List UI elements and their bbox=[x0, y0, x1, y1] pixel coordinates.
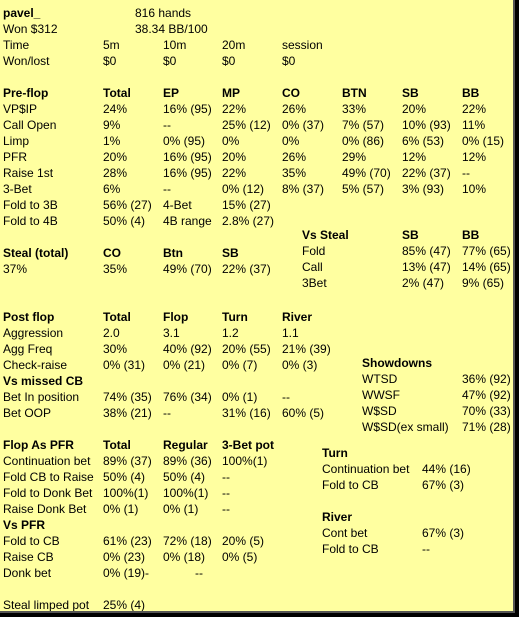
preflop-cell: 16% (95) bbox=[163, 150, 212, 164]
river-row-label: Fold to CB bbox=[322, 542, 379, 556]
vs-pfr-title: Vs PFR bbox=[3, 518, 46, 532]
flop-pfr-cell: -- bbox=[222, 486, 230, 500]
four-bet-value: 15% (27) bbox=[222, 198, 271, 212]
time-label: Time bbox=[3, 38, 30, 52]
missed-cb-cell: -- bbox=[163, 406, 171, 420]
preflop-cell: 5% (57) bbox=[342, 182, 385, 196]
postflop-row-label: Check-raise bbox=[3, 358, 68, 372]
postflop-cell: 0% (3) bbox=[282, 358, 318, 372]
wonlost-session: $0 bbox=[282, 54, 296, 68]
preflop-cell: 33% bbox=[342, 102, 367, 116]
preflop-cell: 28% bbox=[103, 166, 128, 180]
postflop-cell: 0% (7) bbox=[222, 358, 258, 372]
preflop-cell: -- bbox=[163, 182, 171, 196]
preflop-col-ep: EP bbox=[163, 86, 180, 100]
preflop-cell: 49% (70) bbox=[342, 166, 391, 180]
preflop-cell: 7% (57) bbox=[342, 118, 385, 132]
missed-cb-cell: -- bbox=[282, 390, 290, 404]
preflop-row-label: Raise 1st bbox=[3, 166, 54, 180]
preflop-col-btn: BTN bbox=[342, 86, 367, 100]
postflop-title: Post flop bbox=[3, 310, 55, 324]
period-5m: 5m bbox=[103, 38, 120, 52]
vs-pfr-cell: -- bbox=[195, 566, 203, 580]
showdown-value: 71% (28) bbox=[462, 420, 511, 434]
vs-steal-row-label: Call bbox=[302, 260, 323, 274]
missed-cb-cell: 31% (16) bbox=[222, 406, 271, 420]
preflop-cell: 12% bbox=[462, 150, 487, 164]
four-bet-range-label: 4B range bbox=[163, 214, 212, 228]
preflop-cell: 22% bbox=[222, 102, 247, 116]
preflop-cell: 0% bbox=[222, 134, 240, 148]
preflop-cell: 1% bbox=[103, 134, 121, 148]
turn-row-label: Fold to CB bbox=[322, 478, 379, 492]
river-row-label: Cont bet bbox=[322, 526, 368, 540]
vs-steal-row-label: Fold bbox=[302, 244, 326, 258]
flop-pfr-cell: 100%(1) bbox=[163, 486, 209, 500]
turn-title: Turn bbox=[322, 446, 348, 460]
steal-col-btn: Btn bbox=[163, 246, 183, 260]
postflop-col-total: Total bbox=[103, 310, 131, 324]
preflop-col-bb: BB bbox=[462, 86, 480, 100]
vs-pfr-cell: 0% (18) bbox=[163, 550, 206, 564]
flop-pfr-cell: 89% (36) bbox=[163, 454, 212, 468]
missed-cb-cell: 0% (1) bbox=[222, 390, 258, 404]
preflop-cell: 35% bbox=[282, 166, 307, 180]
wonlost-10m: $0 bbox=[163, 54, 177, 68]
fold-to-3b-value: 56% (27) bbox=[103, 198, 152, 212]
vs-pfr-cell: 72% (18) bbox=[163, 534, 212, 548]
showdown-value: 47% (92) bbox=[462, 388, 511, 402]
showdown-row-label: W$SD(ex small) bbox=[362, 420, 449, 434]
showdown-value: 36% (92) bbox=[462, 372, 511, 386]
preflop-cell: 0% (12) bbox=[222, 182, 265, 196]
bb-per-100: 38.34 BB/100 bbox=[135, 22, 208, 36]
vs-pfr-cell: 0% (5) bbox=[222, 550, 258, 564]
river-title: River bbox=[322, 510, 353, 524]
river-value: -- bbox=[422, 542, 430, 556]
wonlost-5m: $0 bbox=[103, 54, 117, 68]
missed-cb-row-label: Bet OOP bbox=[3, 406, 52, 420]
flop-pfr-col-3bet: 3-Bet pot bbox=[222, 438, 274, 452]
turn-row-label: Continuation bet bbox=[322, 462, 410, 476]
period-session: session bbox=[282, 38, 323, 52]
period-10m: 10m bbox=[163, 38, 187, 52]
flop-pfr-row-label: Fold CB to Raise bbox=[3, 470, 94, 484]
vs-pfr-cell: 20% (5) bbox=[222, 534, 265, 548]
preflop-cell: 20% bbox=[402, 102, 427, 116]
flop-pfr-row-label: Continuation bet bbox=[3, 454, 91, 468]
steal-limped-label: Steal limped pot bbox=[3, 598, 90, 612]
preflop-col-co: CO bbox=[282, 86, 300, 100]
turn-value: 67% (3) bbox=[422, 478, 465, 492]
preflop-cell: 16% (95) bbox=[163, 166, 212, 180]
preflop-cell: 0% (37) bbox=[282, 118, 325, 132]
vs-steal-col-bb: BB bbox=[462, 228, 480, 242]
preflop-cell: 0% (86) bbox=[342, 134, 385, 148]
flop-pfr-row-label: Raise Donk Bet bbox=[3, 502, 87, 516]
postflop-col-river: River bbox=[282, 310, 313, 324]
fold-to-3b-label: Fold to 3B bbox=[3, 198, 58, 212]
vs-pfr-row-label: Fold to CB bbox=[3, 534, 60, 548]
preflop-cell: 6% bbox=[103, 182, 121, 196]
postflop-cell: 20% (55) bbox=[222, 342, 271, 356]
four-bet-label: 4-Bet bbox=[163, 198, 192, 212]
preflop-cell: -- bbox=[462, 166, 470, 180]
flop-pfr-cell: 0% (1) bbox=[163, 502, 199, 516]
vs-steal-bb-cell: 77% (65) bbox=[462, 244, 511, 258]
vs-pfr-row-label: Donk bet bbox=[3, 566, 52, 580]
river-value: 67% (3) bbox=[422, 526, 465, 540]
vs-pfr-cell: 61% (23) bbox=[103, 534, 152, 548]
steal-title: Steal (total) bbox=[3, 246, 69, 260]
flop-pfr-row-label: Fold to Donk Bet bbox=[3, 486, 93, 500]
preflop-cell: 26% bbox=[282, 150, 307, 164]
vs-pfr-cell: 0% (23) bbox=[103, 550, 146, 564]
flop-pfr-cell: 50% (4) bbox=[103, 470, 146, 484]
steal-btn-value: 49% (70) bbox=[163, 262, 212, 276]
steal-sb-value: 22% (37) bbox=[222, 262, 271, 276]
preflop-col-mp: MP bbox=[222, 86, 240, 100]
preflop-cell: 12% bbox=[402, 150, 427, 164]
postflop-row-label: Agg Freq bbox=[3, 342, 53, 356]
preflop-cell: 29% bbox=[342, 150, 367, 164]
vs-steal-bb-cell: 14% (65) bbox=[462, 260, 511, 274]
vs-steal-row-label: 3Bet bbox=[302, 276, 327, 290]
preflop-cell: 0% (15) bbox=[462, 134, 505, 148]
missed-cb-row-label: Bet In position bbox=[3, 390, 80, 404]
preflop-cell: -- bbox=[163, 118, 171, 132]
won-amount: Won $312 bbox=[3, 22, 58, 36]
fold-to-4b-label: Fold to 4B bbox=[3, 214, 58, 228]
hands-count: 816 hands bbox=[135, 6, 192, 20]
preflop-cell: 26% bbox=[282, 102, 307, 116]
postflop-cell: 1.1 bbox=[282, 326, 299, 340]
preflop-cell: 24% bbox=[103, 102, 128, 116]
preflop-row-label: Limp bbox=[3, 134, 30, 148]
flop-pfr-cell: 89% (37) bbox=[103, 454, 152, 468]
postflop-cell: 0% (31) bbox=[103, 358, 146, 372]
preflop-col-sb: SB bbox=[402, 86, 419, 100]
flop-pfr-cell: 0% (1) bbox=[103, 502, 139, 516]
preflop-cell: 9% bbox=[103, 118, 121, 132]
preflop-cell: 25% (12) bbox=[222, 118, 271, 132]
preflop-row-label: Call Open bbox=[3, 118, 57, 132]
postflop-cell: 30% bbox=[103, 342, 128, 356]
period-20m: 20m bbox=[222, 38, 246, 52]
preflop-cell: 0% (95) bbox=[163, 134, 206, 148]
turn-value: 44% (16) bbox=[422, 462, 471, 476]
preflop-col-total: Total bbox=[103, 86, 131, 100]
postflop-cell: 2.0 bbox=[103, 326, 120, 340]
player-name: pavel_ bbox=[3, 6, 41, 20]
postflop-row-label: Aggression bbox=[3, 326, 64, 340]
showdown-row-label: W$SD bbox=[362, 404, 397, 418]
vs-pfr-cell: 0% (19)- bbox=[103, 566, 150, 580]
preflop-title: Pre-flop bbox=[3, 86, 49, 100]
vs-steal-sb-cell: 2% (47) bbox=[402, 276, 445, 290]
preflop-cell: 10% bbox=[462, 182, 487, 196]
steal-total-value: 37% bbox=[3, 262, 28, 276]
wonlost-label: Won/lost bbox=[3, 54, 50, 68]
preflop-cell: 20% bbox=[222, 150, 247, 164]
flop-pfr-col-total: Total bbox=[103, 438, 131, 452]
missed-cb-cell: 60% (5) bbox=[282, 406, 325, 420]
flop-pfr-cell: 100%(1) bbox=[103, 486, 149, 500]
preflop-row-label: VP$IP bbox=[3, 102, 38, 116]
flop-pfr-cell: -- bbox=[222, 502, 230, 516]
vs-steal-sb-cell: 85% (47) bbox=[402, 244, 451, 258]
postflop-col-flop: Flop bbox=[163, 310, 189, 324]
postflop-cell: 0% (21) bbox=[163, 358, 206, 372]
preflop-cell: 16% (95) bbox=[163, 102, 212, 116]
flop-pfr-cell: 100%(1) bbox=[222, 454, 268, 468]
preflop-cell: 22% bbox=[462, 102, 487, 116]
postflop-col-turn: Turn bbox=[222, 310, 248, 324]
showdown-value: 70% (33) bbox=[462, 404, 511, 418]
preflop-row-label: PFR bbox=[3, 150, 27, 164]
wonlost-20m: $0 bbox=[222, 54, 236, 68]
vs-steal-col-sb: SB bbox=[402, 228, 419, 242]
flop-pfr-title: Flop As PFR bbox=[3, 438, 74, 452]
preflop-row-label: 3-Bet bbox=[3, 182, 32, 196]
vs-pfr-row-label: Raise CB bbox=[3, 550, 54, 564]
vs-steal-bb-cell: 9% (65) bbox=[462, 276, 505, 290]
missed-cb-cell: 76% (34) bbox=[163, 390, 212, 404]
steal-co-value: 35% bbox=[103, 262, 128, 276]
showdown-row-label: WTSD bbox=[362, 372, 398, 386]
preflop-cell: 10% (93) bbox=[402, 118, 451, 132]
preflop-cell: 22% bbox=[222, 166, 247, 180]
postflop-cell: 21% (39) bbox=[282, 342, 331, 356]
preflop-cell: 0% bbox=[282, 134, 300, 148]
preflop-cell: 6% (53) bbox=[402, 134, 445, 148]
steal-limped-value: 25% (4) bbox=[103, 598, 146, 612]
postflop-cell: 3.1 bbox=[163, 326, 180, 340]
steal-col-sb: SB bbox=[222, 246, 239, 260]
missed-cb-cell: 38% (21) bbox=[103, 406, 152, 420]
preflop-cell: 8% (37) bbox=[282, 182, 325, 196]
preflop-cell: 11% bbox=[462, 118, 486, 132]
vs-missed-cb-title: Vs missed CB bbox=[3, 374, 84, 388]
preflop-cell: 3% (93) bbox=[402, 182, 445, 196]
four-bet-range-value: 2.8% (27) bbox=[222, 214, 275, 228]
vs-steal-sb-cell: 13% (47) bbox=[402, 260, 451, 274]
postflop-cell: 1.2 bbox=[222, 326, 239, 340]
missed-cb-cell: 74% (35) bbox=[103, 390, 152, 404]
vs-steal-title: Vs Steal bbox=[302, 228, 349, 242]
showdowns-title: Showdowns bbox=[362, 356, 432, 370]
fold-to-4b-value: 50% (4) bbox=[103, 214, 146, 228]
preflop-cell: 20% bbox=[103, 150, 128, 164]
flop-pfr-cell: -- bbox=[222, 470, 230, 484]
steal-col-co: CO bbox=[103, 246, 121, 260]
preflop-cell: 22% (37) bbox=[402, 166, 451, 180]
flop-pfr-cell: 50% (4) bbox=[163, 470, 206, 484]
showdown-row-label: WWSF bbox=[362, 388, 400, 402]
postflop-cell: 40% (92) bbox=[163, 342, 212, 356]
flop-pfr-col-regular: Regular bbox=[163, 438, 208, 452]
